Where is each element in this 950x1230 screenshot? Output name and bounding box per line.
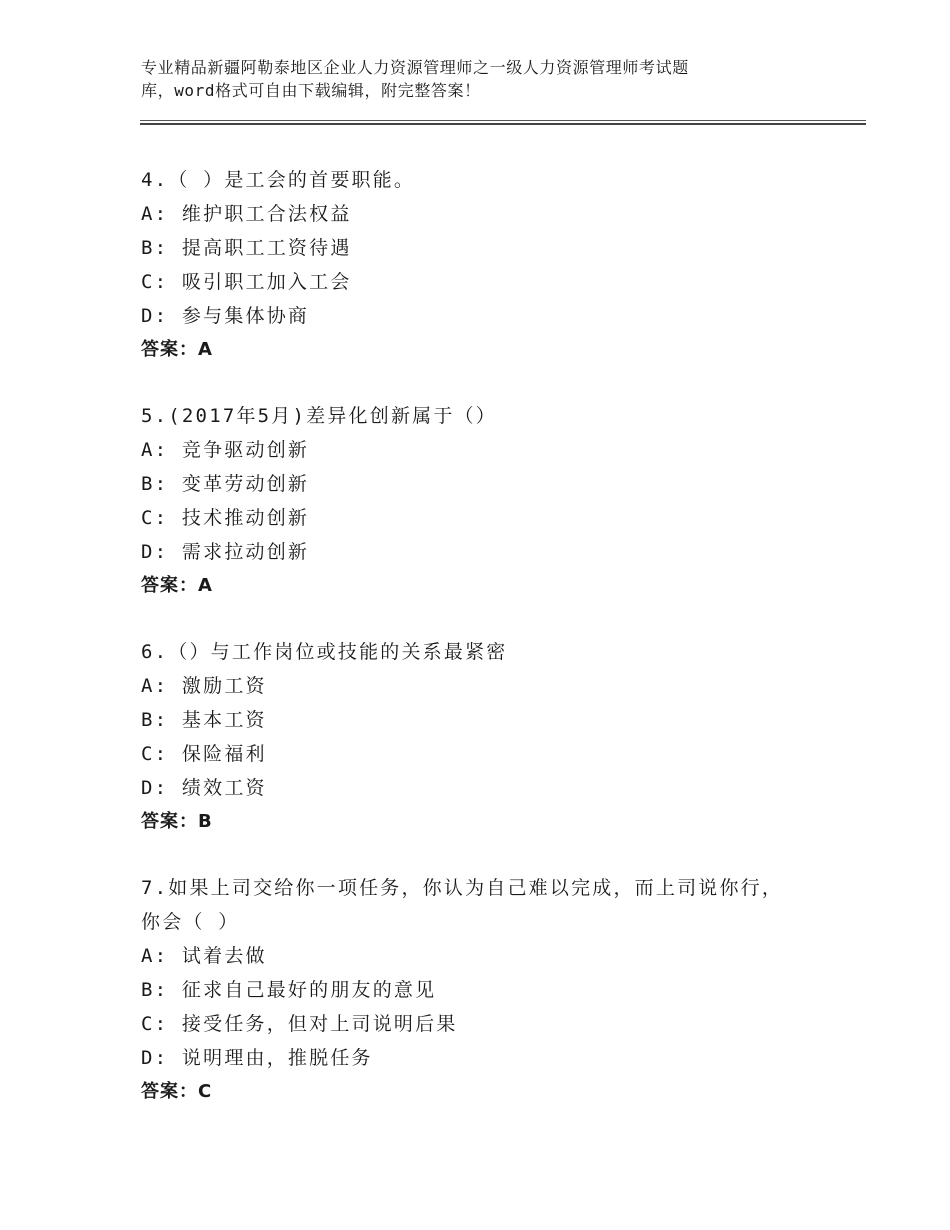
option-d: D: 绩效工资 [141,777,267,799]
question-stem [141,163,861,197]
option-b: B: 基本工资 [141,709,267,731]
option-d: D: 需求拉动创新 [141,541,310,563]
question-stem-line: 7.如果上司交给你一项任务，你认为自己难以完成，而上司说你行， [141,877,784,899]
question-stem [141,635,861,669]
header-divider-top [140,120,866,121]
document-header [141,56,841,102]
option-c: C: 保险福利 [141,743,267,765]
question-stem-line: 4.（ ）是工会的首要职能。 [141,169,416,191]
option-a: A: 竞争驱动创新 [141,439,310,461]
header-title-line-1: 专业精品新疆阿勒泰地区企业人力资源管理师之一级人力资源管理师考试题 [141,58,689,77]
question-list [141,163,861,1141]
option-d: D: 参与集体协商 [141,305,310,327]
option-a: A: 激励工资 [141,675,267,697]
answer-line: 答案：A [141,575,213,596]
answer-line: 答案：C [141,1081,213,1102]
question-5 [141,399,861,603]
question-4 [141,163,861,367]
question-6 [141,635,861,839]
header-title-line-2: 库，word格式可自由下载编辑，附完整答案！ [141,81,481,100]
header-divider-bottom [140,123,866,125]
option-c: C: 吸引职工加入工会 [141,271,352,293]
answer-line: 答案：A [141,339,213,360]
option-b: B: 变革劳动创新 [141,473,310,495]
option-c: C: 接受任务，但对上司说明后果 [141,1013,458,1035]
question-7 [141,871,861,1109]
question-stem [141,871,861,939]
option-b: B: 提高职工工资待遇 [141,237,352,259]
option-d: D: 说明理由，推脱任务 [141,1047,373,1069]
option-c: C: 技术推动创新 [141,507,310,529]
answer-line: 答案：B [141,811,213,832]
question-stem [141,399,861,433]
question-stem-line: 6.（）与工作岗位或技能的关系最紧密 [141,641,508,663]
question-stem-line: 5.(2017年5月)差异化创新属于（） [141,405,497,427]
option-a: A: 维护职工合法权益 [141,203,352,225]
option-a: A: 试着去做 [141,945,267,967]
option-b: B: 征求自己最好的朋友的意见 [141,979,437,1001]
question-stem-line: 你会（ ） [141,911,240,933]
